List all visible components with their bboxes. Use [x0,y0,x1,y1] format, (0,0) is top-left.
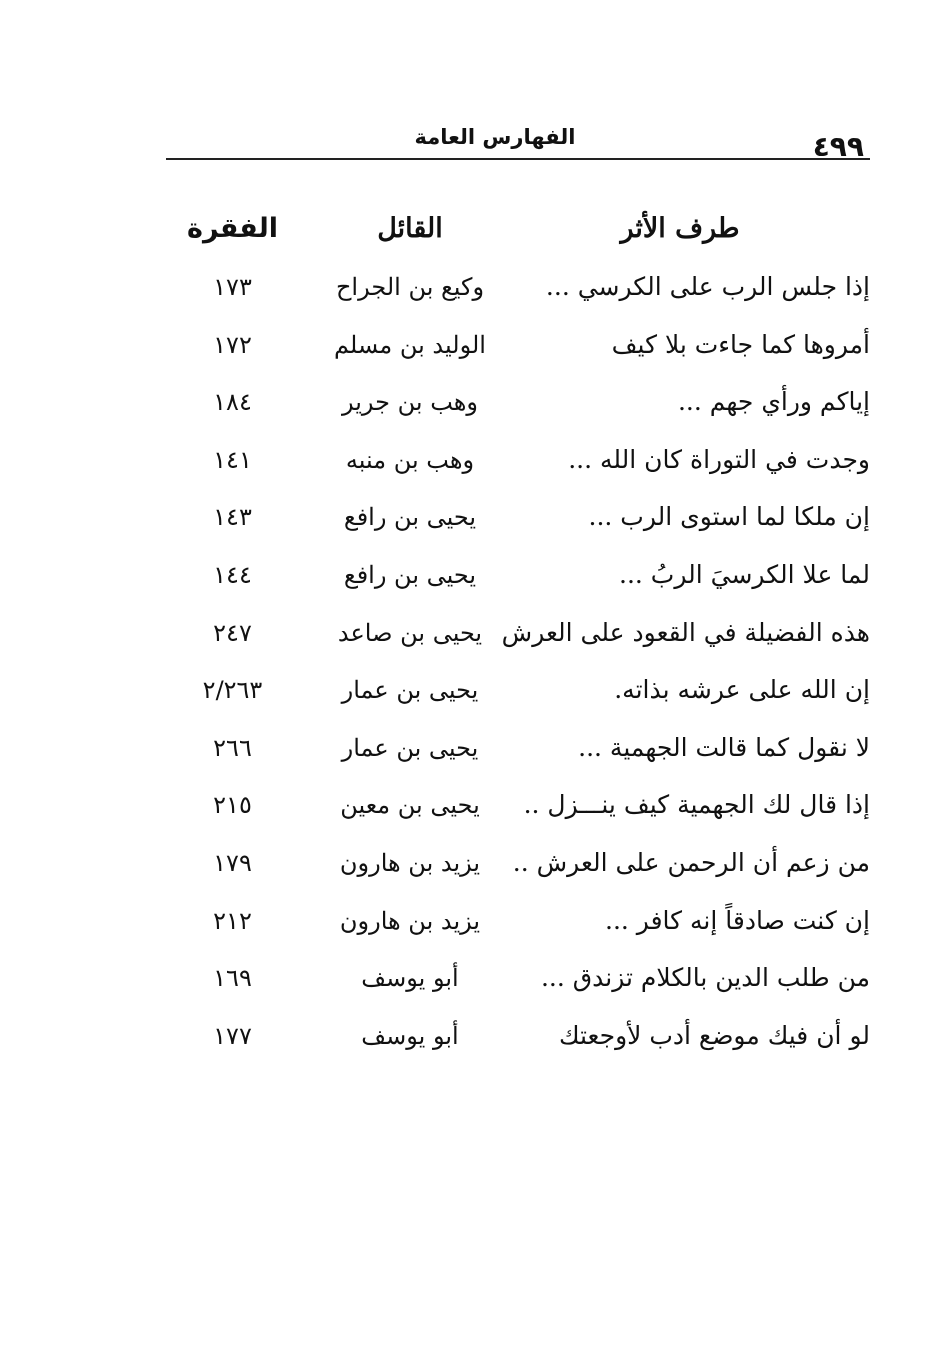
qail-name: يحيى بن صاعد [337,618,483,647]
faqra-number: ١٤٤ [213,560,252,589]
qail-name: يحيى بن رافع [343,560,477,589]
running-head [160,120,870,165]
faqra-number: ١٧٩ [213,848,252,877]
qail-name: يحيى بن عمار [341,733,479,762]
athar-text: إذا قال لك الجهمية كيف ينـــزل .. [523,790,870,820]
faqra-number: ٢٤٧ [213,618,252,647]
table-header-row [180,200,870,258]
athar-text: من زعم أن الرحمن على العرش .. [512,847,870,877]
athar-text: إن ملكا لما استوى الرب ... [588,502,870,532]
qail-name: يزيد بن هارون [339,848,481,877]
faqra-number: ١٨٤ [213,388,252,417]
section-title: الفهارس العامة [414,125,576,149]
table-row [180,488,870,546]
qail-name: وكيع بن الجراح [335,273,485,301]
athar-text: أمروها كما جاءت بلا كيف [611,329,870,359]
faqra-number: ١٤١ [213,445,252,474]
athar-text: من طلب الدين بالكلام تزندق ... [540,963,870,993]
faqra-number: ٢١٢ [213,906,252,935]
header-athar: طرف الأثر [620,213,740,244]
table-row [180,892,870,950]
table-row [180,258,870,316]
table-row [180,604,870,662]
qail-name: أبو يوسف [361,964,459,993]
athar-index-table [180,200,870,1064]
table-row [180,776,870,834]
athar-text: وجدت في التوراة كان الله ... [568,444,870,474]
faqra-number: ٢١٥ [213,791,252,820]
faqra-number: ١٧٢ [213,330,252,359]
table-row [180,373,870,431]
athar-text: إن كنت صادقاً إنه كافر ... [605,905,870,935]
table-row [180,1007,870,1065]
faqra-number: ١٤٣ [213,503,252,532]
qail-name: يحيى بن رافع [343,503,477,532]
athar-text: لما علا الكرسيَ الربُ ... [619,559,870,589]
faqra-number: ١٦٩ [213,964,252,993]
athar-text: إياكم ورأي جهم ... [677,387,870,417]
qail-name: وهب بن جرير [341,388,479,417]
qail-name: يحيى بن عمار [341,676,479,705]
faqra-number: ١٧٧ [213,1021,252,1050]
table-row [180,949,870,1007]
athar-text: إذا جلس الرب على الكرسي ... [545,272,870,301]
table-row [180,661,870,719]
faqra-number: ١٧٣ [213,273,252,301]
table-row [180,719,870,777]
qail-name: يزيد بن هارون [339,906,481,935]
header-rule [166,158,870,160]
qail-name: أبو يوسف [361,1021,459,1050]
faqra-number: ٢٦٦ [213,733,252,762]
header-faqra: الفقرة [187,213,278,244]
athar-text: هذه الفضيلة في القعود على العرش [501,617,870,647]
faqra-number: ٢/٢٦٣ [202,676,263,705]
table-row [180,431,870,489]
qail-name: وهب بن منبه [345,445,475,474]
qail-name: يحيى بن معين [340,791,480,820]
table-row [180,316,870,374]
page-number: ٤٩٩ [812,130,864,163]
athar-text: لو أن فيك موضع أدب لأوجعتك [558,1020,870,1050]
athar-text: لا نقول كما قالت الجهمية ... [578,732,870,762]
athar-text: إن الله على عرشه بذاته. [614,675,870,705]
header-qail: القائل [377,213,443,244]
table-row [180,546,870,604]
qail-name: الوليد بن مسلم [334,330,486,359]
table-row [180,834,870,892]
